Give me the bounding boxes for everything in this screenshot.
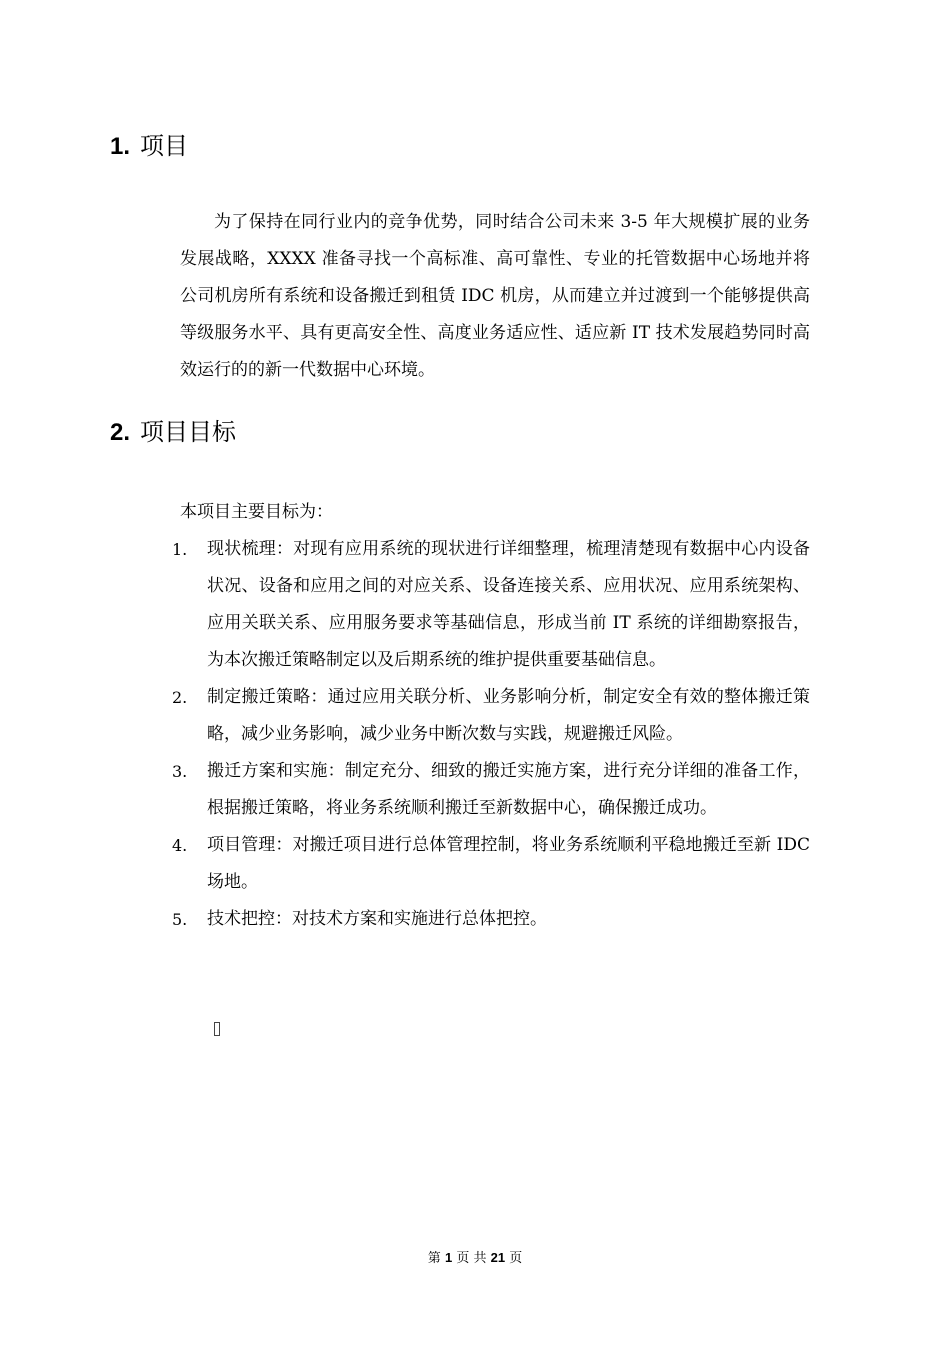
list-item-text: 搬迁方案和实施：制定充分、细致的搬迁实施方案，进行充分详细的准备工作，根据搬迁策略，将业务系统顺利搬迁至新数据中心，确保搬迁成功。 <box>207 761 810 818</box>
page-footer <box>0 1248 950 1269</box>
list-item <box>0 901 950 938</box>
list-item <box>0 827 950 901</box>
footer-suffix: 页 <box>509 1251 523 1266</box>
footer-total-pages: 21 <box>490 1250 506 1265</box>
list-item-text: 技术把控：对技术方案和实施进行总体把控。 <box>207 909 547 929</box>
list-item-text: 现状梳理：对现有应用系统的现状进行详细整理，梳理清楚现有数据中心内设备状况、设备和应用之间的对应关系、设备连接关系、应用状况、应用系统架构、应用关联关系、应用服务要求等基础信息，形成当前 IT 系统的详细勘察报告，为本次搬迁策略制定以及后期系统的维护提供重要基础信息。 <box>207 539 810 670</box>
section-1-heading <box>110 130 188 163</box>
footer-prefix: 第 <box>427 1251 441 1266</box>
list-item-text: 项目管理：对搬迁项目进行总体管理控制，将业务系统顺利平稳地搬迁至新 IDC 场地。 <box>207 835 810 892</box>
list-item-text: 制定搬迁策略：通过应用关联分析、业务影响分析，制定安全有效的整体搬迁策略，减少业务影响，减少业务中断次数与实践，规避搬迁风险。 <box>207 687 810 744</box>
goals-lead: 本项目主要目标为： <box>180 502 333 522</box>
list-item <box>0 753 950 827</box>
section-2-heading <box>110 416 236 449</box>
goals-list <box>0 531 950 938</box>
list-item-number: 4. <box>172 836 188 855</box>
footer-page-number: 1 <box>444 1250 453 1265</box>
list-item-number: 1. <box>172 540 188 559</box>
section-1-title: 项目 <box>140 132 189 160</box>
list-item-number: 3. <box>172 762 188 781</box>
section-1-number: 1. <box>110 133 131 160</box>
list-item-number: 2. <box>172 688 188 707</box>
list-item <box>0 531 950 679</box>
section-2-number: 2. <box>110 419 131 446</box>
list-item-number: 5. <box>172 910 188 929</box>
placeholder-glyph-box <box>214 1022 220 1036</box>
section-2-title: 项目目标 <box>140 418 237 446</box>
list-item <box>0 679 950 753</box>
section-1-paragraph: 为了保持在同行业内的竞争优势，同时结合公司未来 3-5 年大规模扩展的业务发展战略，XXXX 准备寻找一个高标准、高可靠性、专业的托管数据中心场地并将公司机房所有系统和设备搬迁到租赁 IDC 机房，从而建立并过渡到一个能够提供高等级服务水平、具有更高安全性、高度业务适应性、适应新 IT 技术发展趋势同时高效运行的的新一代数据中心环境。 <box>180 212 810 380</box>
footer-middle: 页 共 <box>456 1251 487 1266</box>
